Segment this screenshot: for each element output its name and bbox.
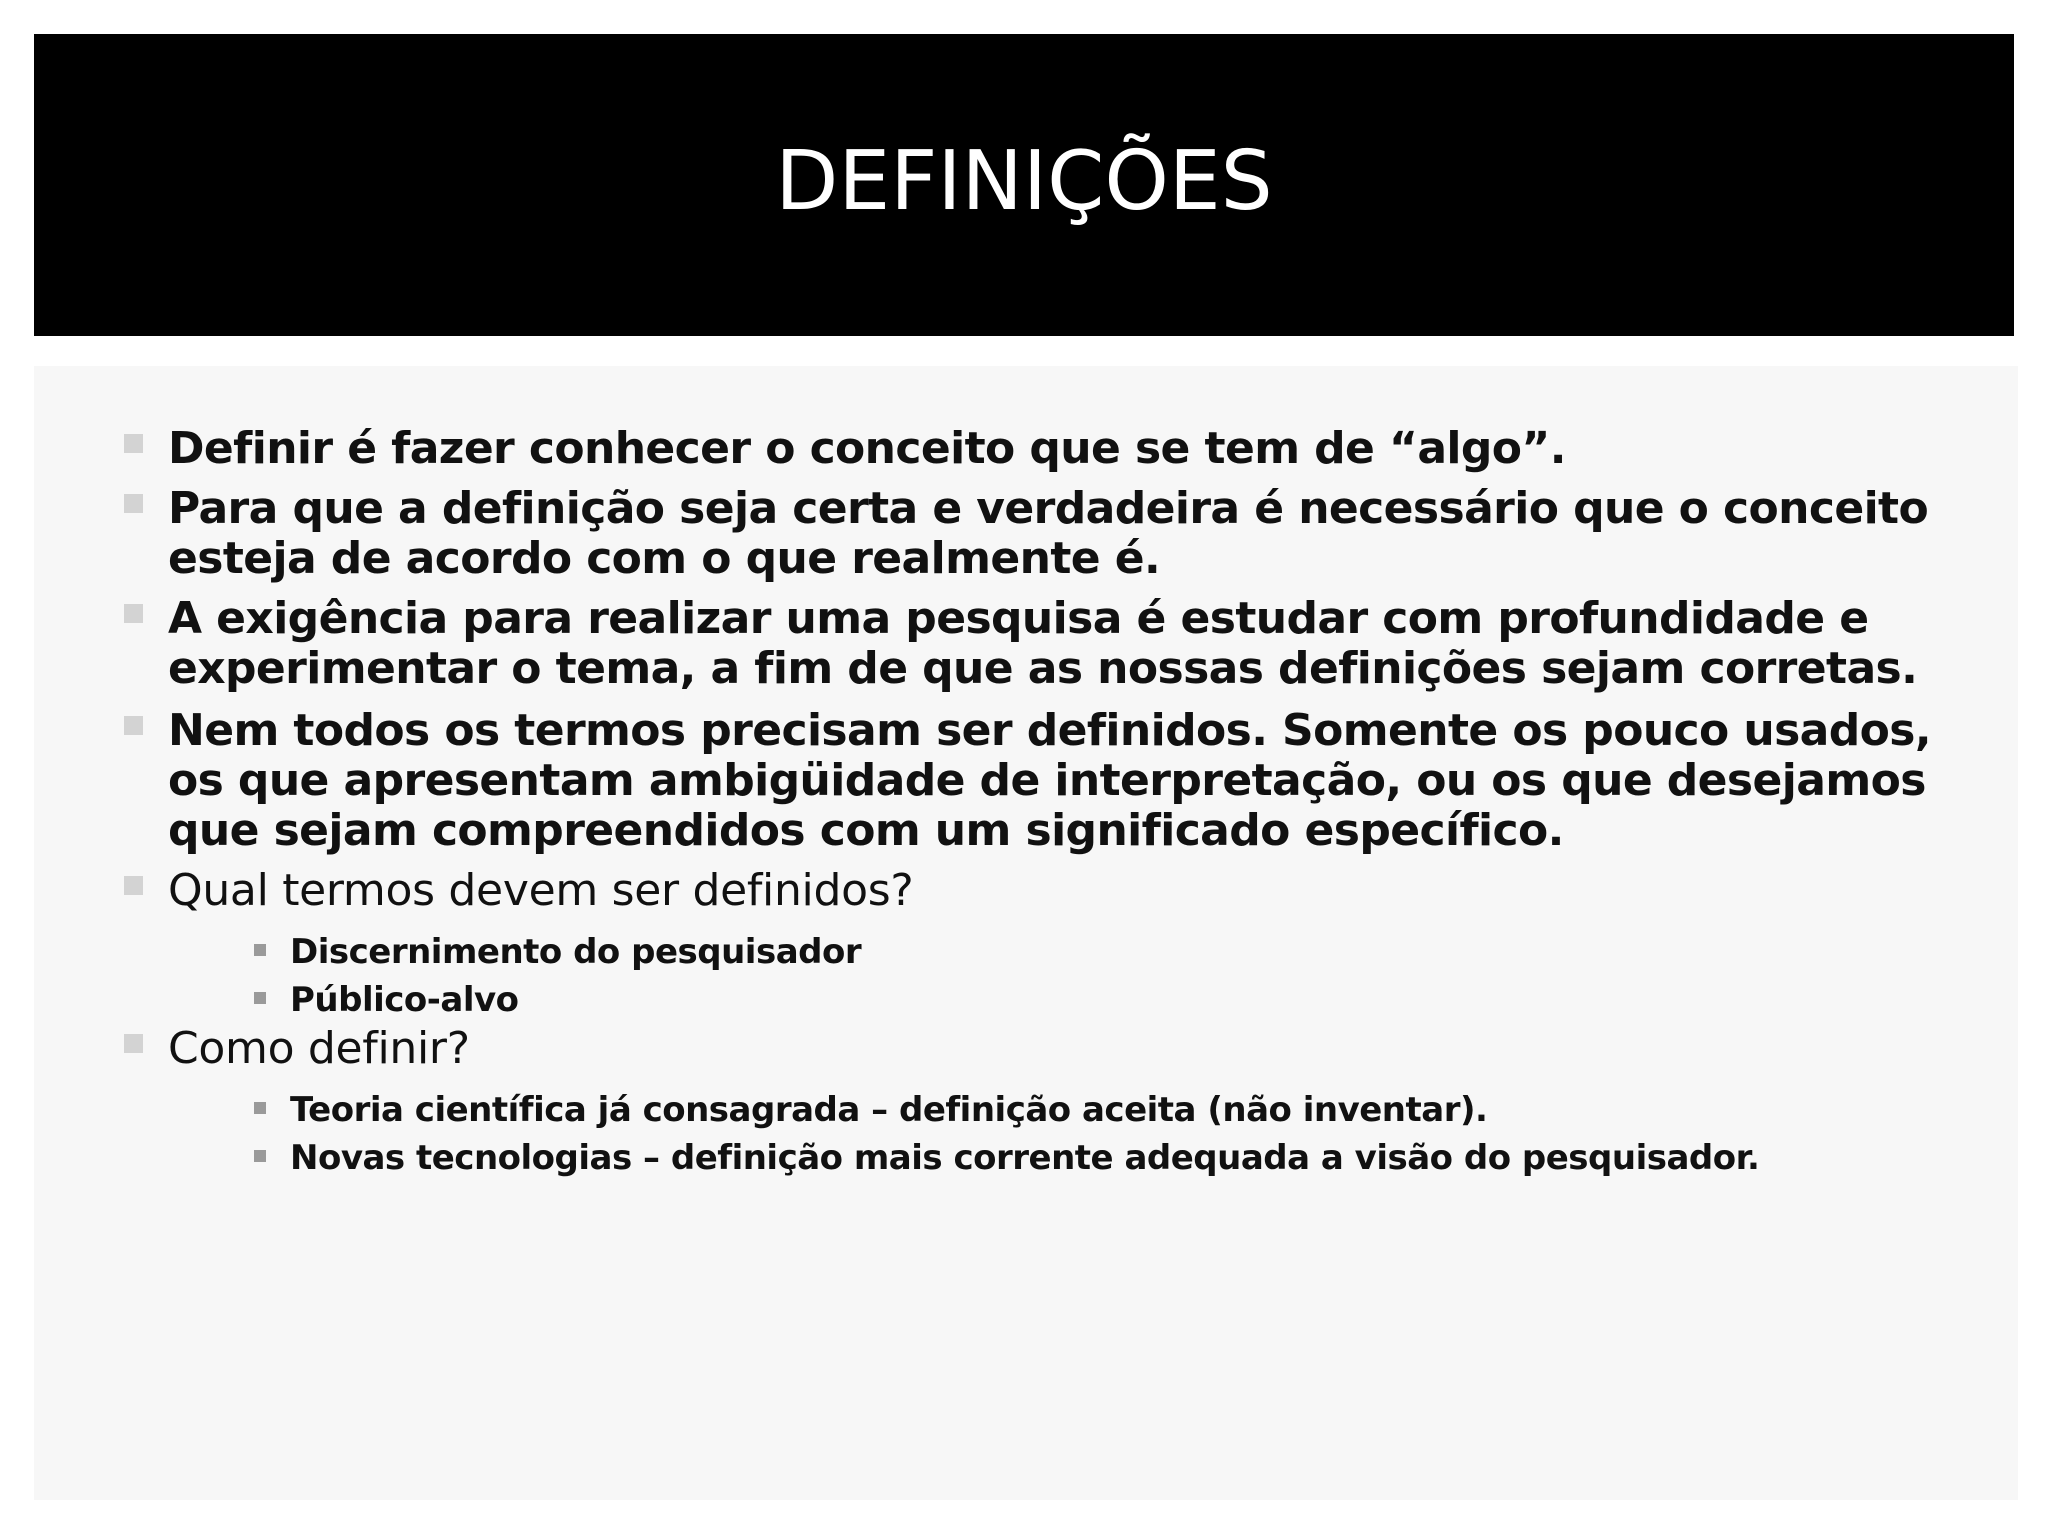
slide-title: DEFINIÇÕES — [775, 133, 1273, 229]
square-bullet-icon — [124, 716, 143, 735]
slide-content-panel — [34, 366, 2018, 1500]
bullet-text: A exigência para realizar uma pesquisa é estudar com profundidade e experimentar o tema, a fim de que as nossas definições sejam corretas. — [168, 593, 1918, 694]
square-sub-bullet-icon — [254, 944, 266, 956]
square-sub-bullet-icon — [254, 1102, 266, 1114]
square-bullet-icon — [124, 434, 143, 453]
sub-bullet-text: Discernimento do pesquisador — [290, 932, 862, 972]
bullet-text: Nem todos os termos precisam ser definidos. Somente os pouco usados, os que apresentam ambigüidade de interpretação, ou os que desejamos que sejam compreendidos com um significado específico. — [168, 705, 1932, 856]
square-bullet-icon — [124, 604, 143, 623]
bullet-text: Para que a definição seja certa e verdadeira é necessário que o conceito esteja de acordo com o que realmente é. — [168, 483, 1929, 584]
slide-title-bar — [34, 34, 2014, 336]
bullet-text: Definir é fazer conhecer o conceito que se tem de “algo”. — [168, 423, 1566, 474]
square-sub-bullet-icon — [254, 992, 266, 1004]
bullet-text: Como definir? — [168, 1023, 470, 1074]
bullet-text: Qual termos devem ser definidos? — [168, 865, 914, 916]
square-bullet-icon — [124, 1034, 143, 1053]
square-bullet-icon — [124, 494, 143, 513]
sub-bullet-text: Teoria científica já consagrada – definição aceita (não inventar). — [290, 1090, 1488, 1130]
square-bullet-icon — [124, 876, 143, 895]
sub-bullet-text: Novas tecnologias – definição mais corrente adequada a visão do pesquisador. — [290, 1138, 1760, 1178]
sub-bullet-text: Público-alvo — [290, 980, 519, 1020]
square-sub-bullet-icon — [254, 1150, 266, 1162]
